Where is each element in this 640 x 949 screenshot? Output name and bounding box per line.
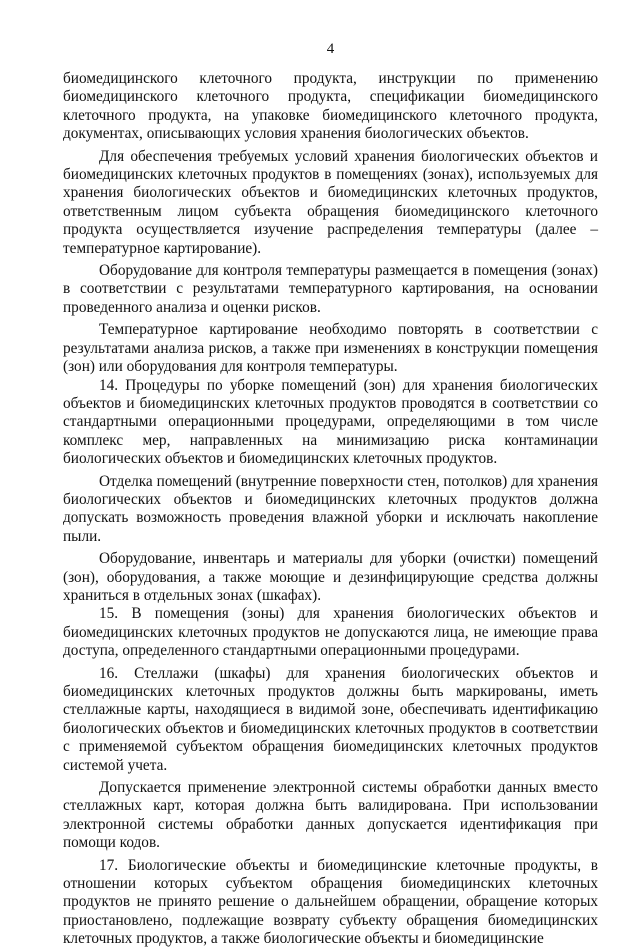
paragraph-electronic-system: Допускается применение электронной системы обработки данных вместо стеллажных карт, которая должна быть валидирована. При использовании электронной системы обработки данных допускается идентификация при помощи кодов.	[63, 779, 598, 852]
paragraph-mapping-repeat: Температурное картирование необходимо повторять в соответствии с результатами анализа рисков, а также при изменениях в конструкции помещения (зон) или оборудования для контроля температуры.	[63, 321, 598, 376]
paragraph-storage-conditions: Для обеспечения требуемых условий хранения биологических объектов и биомедицинских клеточных продуктов в помещениях (зонах), используемых для хранения биологических объектов и биомедицинских клеточных продуктов, ответственным лицом субъекта обращения биомедицинского клеточного продукта осуществляется изучение распределения температуры (далее – температурное картирование).	[63, 147, 598, 257]
page-number: 4	[326, 41, 335, 57]
paragraph-item-16: 16. Стеллажи (шкафы) для хранения биологических объектов и биомедицинских клеточных продуктов должны быть маркированы, иметь стеллажные карты, находящиеся в видимой зоне, обеспечивать идентификацию биологических объектов и биомедицинских клеточных продуктов в соответствии с применяемой субъектом обращения биомедицинских клеточных продуктов системой учета.	[63, 664, 598, 774]
paragraph-finishing: Отделка помещений (внутренние поверхности стен, потолков) для хранения биологических объектов и биомедицинских клеточных продуктов должна допускать возможность проведения влажной уборки и исключать накопление пыли.	[63, 472, 598, 545]
paragraph-item-14: 14. Процедуры по уборке помещений (зон) для хранения биологических объектов и биомедицинских клеточных продуктов проводятся в соответствии со стандартными операционными процедурами, определяющими в том числе комплекс мер, направленных на минимизацию риска контаминации биологических объектов и биомедицинских клеточных продуктов.	[63, 376, 598, 468]
paragraph-item-15: 15. В помещения (зоны) для хранения биологических объектов и биомедицинских клеточных продуктов не допускаются лица, не имеющие права доступа, определенного стандартными операционными процедурами.	[63, 605, 598, 660]
paragraph-cleaning-equipment: Оборудование, инвентарь и материалы для уборки (очистки) помещений (зон), оборудования, а также моющие и дезинфицирующие средства должны храниться в отдельных зонах (шкафах).	[63, 550, 598, 604]
paragraph-item-17: 17. Биологические объекты и биомедицинские клеточные продукты, в отношении которых субъектом обращения биомедицинских клеточных продуктов не принято решение о дальнейшем обращении, обращение которых приостановлено, подлежащие возврату субъекту обращения биомедицинских клеточных продуктов, а также биологические объекты и биомедицинские	[63, 856, 598, 948]
paragraph-temperature-equipment: Оборудование для контроля температуры размещается в помещения (зонах) в соответствии с результатами температурного картирования, на основании проведенного анализа и оценки рисков.	[63, 262, 598, 316]
paragraph-continuation: биомедицинского клеточного продукта, инструкции по применению биомедицинского клеточного продукта, спецификации биомедицинского клеточного продукта, на упаковке биомедицинского клеточного продукта, документах, описывающих условия хранения биологических объектов.	[63, 70, 598, 143]
